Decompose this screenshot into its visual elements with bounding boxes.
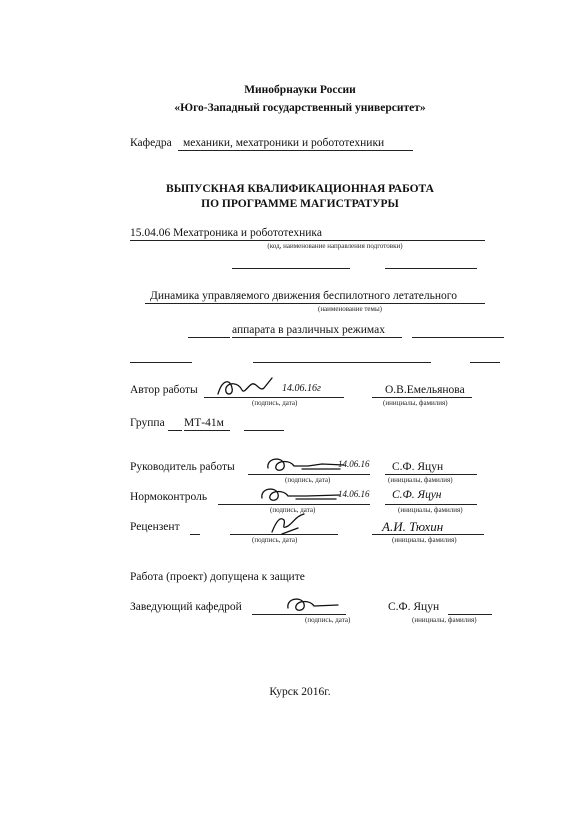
reviewer-lead-line [190,534,200,535]
supervisor-label: Руководитель работы [130,461,235,473]
blank-line-d [253,362,431,363]
head-name: С.Ф. Яцун [388,601,440,613]
direction-caption: (код, наименование направления подготовки) [267,242,403,250]
topic-lead-line [188,337,230,338]
blank-line-e [470,362,500,363]
normcontrol-sign-caption: (подпись, дата) [270,506,316,514]
group-label: Группа [130,417,165,429]
group-value: МТ-41м [184,417,224,429]
author-name-caption: (инициалы, фамилия) [383,399,448,407]
normcontrol-signature [256,484,342,506]
author-date: 14.06.16г [282,383,321,394]
author-name: О.В.Емельянова [385,384,465,396]
reviewer-label: Рецензент [130,521,180,533]
thesis-title-line1: ВЫПУСКНАЯ КВАЛИФИКАЦИОННАЯ РАБОТА [166,183,434,195]
direction-underline [130,240,485,241]
supervisor-name-caption: (инициалы, фамилия) [388,476,453,484]
normcontrol-date: 14.06.16 [338,489,370,499]
ministry-name: Минобрнауки России [244,84,356,96]
topic-underline1 [145,303,485,304]
author-signature [214,374,274,400]
supervisor-signature [262,454,346,476]
supervisor-name-line [385,474,477,475]
department-label: Кафедра [130,137,172,149]
supervisor-sign-caption: (подпись, дата) [285,476,331,484]
topic-caption: (наименование темы) [317,305,382,313]
normcontrol-name: С.Ф. Яцун [392,489,442,501]
direction-code-name: 15.04.06 Мехатроника и робототехника [130,227,322,239]
author-sign-caption: (подпись, дата) [252,399,298,407]
head-name-caption: (инициалы, фамилия) [412,616,477,624]
normcontrol-name-caption: (инициалы, фамилия) [398,506,463,514]
topic-underline2 [232,337,402,338]
group-lead-line [168,430,182,431]
author-name-line [372,397,472,398]
department-underline [178,150,413,151]
reviewer-name: А.И. Тюхин [382,519,444,534]
department-name: механики, мехатроники и робототехники [183,137,385,149]
topic-tail-line [412,337,504,338]
topic-line2: аппарата в различных режимах [232,324,385,336]
head-name-line [448,614,492,615]
admission-text: Работа (проект) допущена к защите [130,571,305,583]
group-tail-line [244,430,284,431]
city-year: Курск 2016г. [269,686,331,698]
normcontrol-name-line [385,504,477,505]
supervisor-name: С.Ф. Яцун [392,461,444,473]
blank-line-c [130,362,192,363]
topic-line1: Динамика управляемого движения беспилотного летательного [150,290,457,302]
head-sign-caption: (подпись, дата) [305,616,351,624]
author-label: Автор работы [130,384,198,396]
reviewer-name-caption: (инициалы, фамилия) [392,536,457,544]
reviewer-sign-caption: (подпись, дата) [252,536,298,544]
supervisor-date: 14.06.16 [338,459,370,469]
reviewer-signature [268,510,308,536]
group-underline [184,430,230,431]
head-signature [282,594,340,616]
normcontrol-label: Нормоконтроль [130,491,208,503]
blank-line-b [385,268,477,269]
reviewer-name-line [372,534,484,535]
university-name: «Юго-Западный государственный университет» [174,102,426,114]
thesis-title-line2: ПО ПРОГРАММЕ МАГИСТРАТУРЫ [201,198,399,210]
blank-line-a [232,268,350,269]
head-label: Заведующий кафедрой [130,601,242,613]
